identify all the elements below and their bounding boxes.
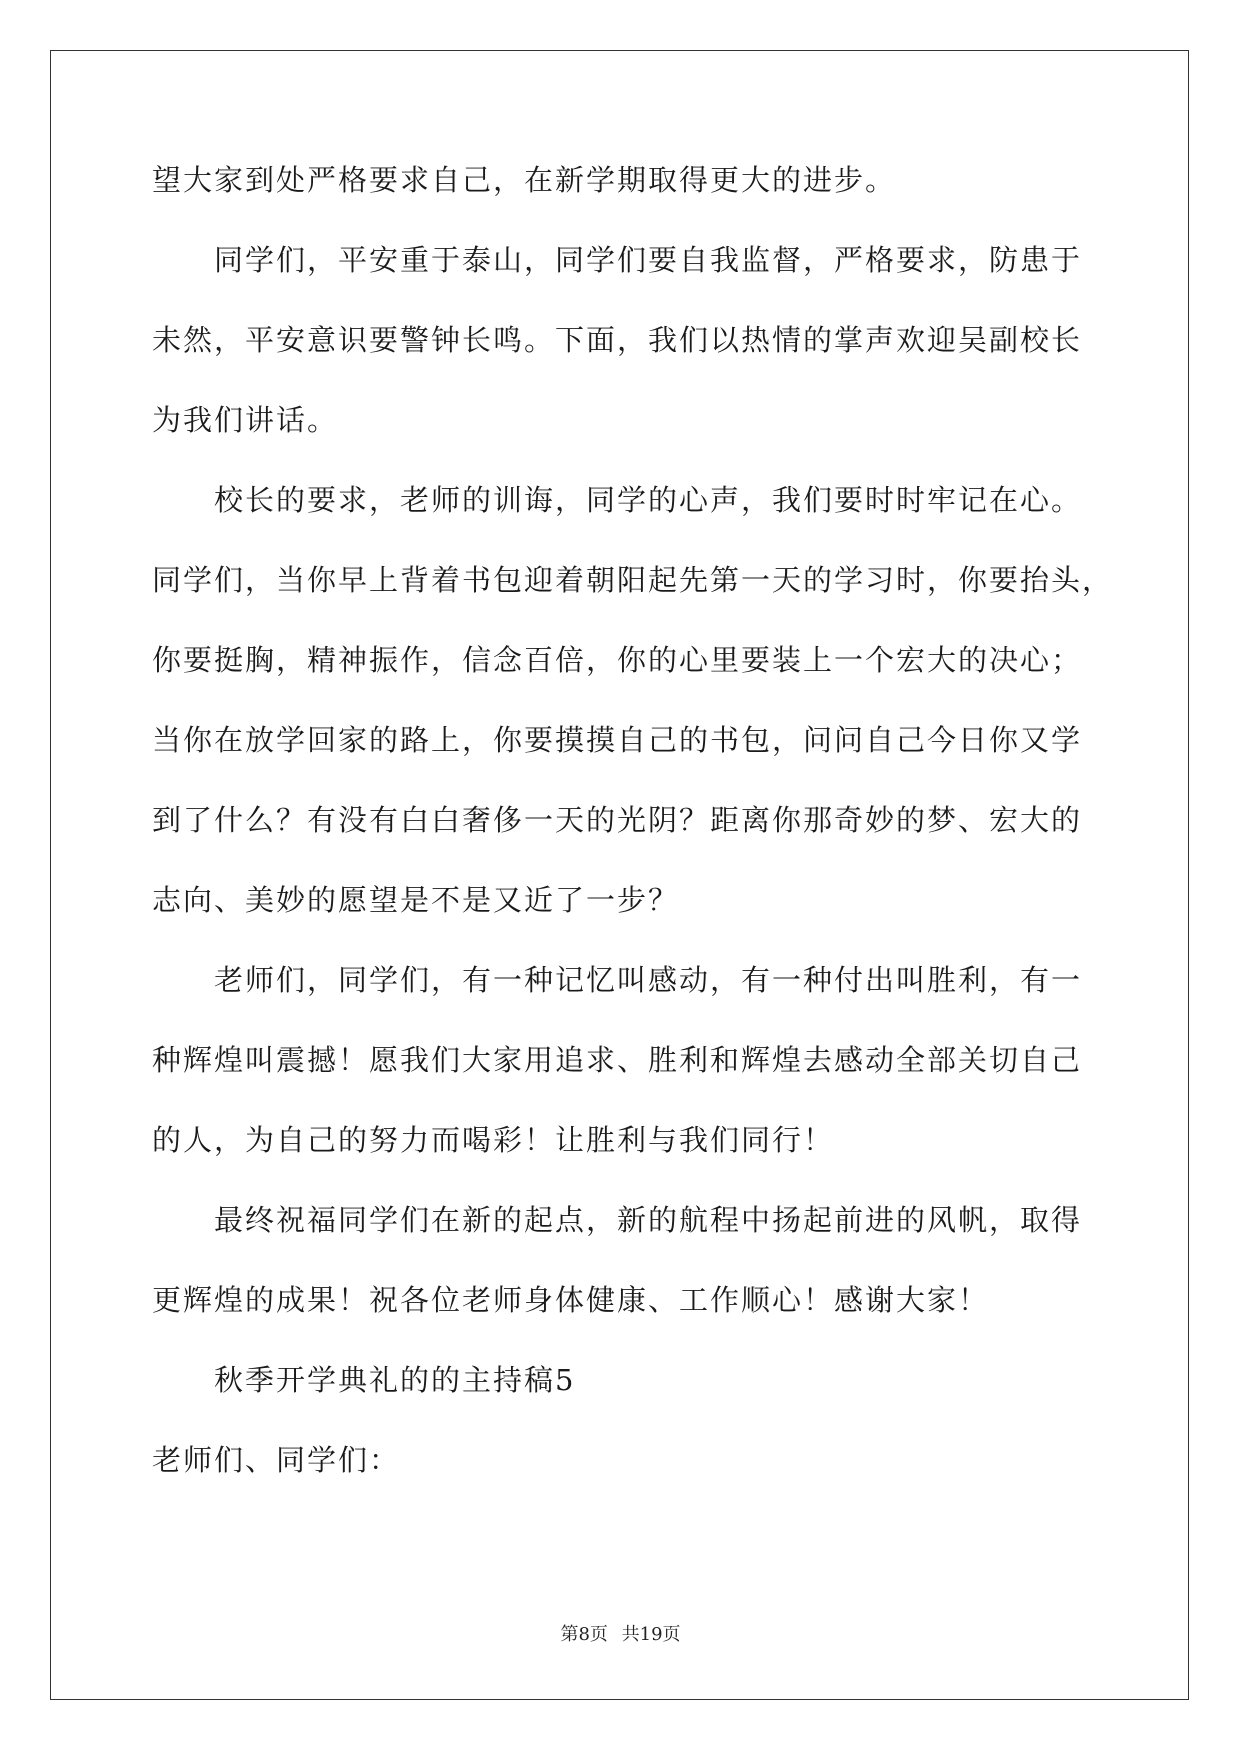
text-line: 当你在放学回家的路上，你要摸摸自己的书包，问问自己今日你又学: [152, 723, 1083, 757]
page-number: 第8页: [560, 1624, 608, 1645]
text-line: 最终祝福同学们在新的起点，新的航程中扬起前进的风帆，取得: [214, 1203, 1083, 1237]
text-line: 老师们、同学们：: [152, 1443, 401, 1477]
page-footer: [0, 1620, 1241, 1646]
text-line: 未然，平安意识要警钟长鸣。下面，我们以热情的掌声欢迎吴副校长: [152, 323, 1083, 357]
page-total: 共19页: [621, 1624, 681, 1645]
text-line: 望大家到处严格要求自己，在新学期取得更大的进步。: [152, 163, 897, 197]
text-line: 为我们讲话。: [152, 403, 339, 437]
text-line: 志向、美妙的愿望是不是又近了一步？: [152, 883, 680, 917]
text-line: 更辉煌的成果！祝各位老师身体健康、工作顺心！感谢大家！: [152, 1283, 990, 1317]
text-line: 到了什么？有没有白白奢侈一天的光阴？距离你那奇妙的梦、宏大的: [152, 803, 1083, 837]
text-line: 同学们，当你早上背着书包迎着朝阳起先第一天的学习时，你要抬头，: [152, 563, 1114, 597]
text-line: 校长的要求，老师的训诲，同学的心声，我们要时时牢记在心。: [214, 483, 1083, 517]
text-line: 同学们，平安重于泰山，同学们要自我监督，严格要求，防患于: [214, 243, 1083, 277]
text-line: 的人，为自己的努力而喝彩！让胜利与我们同行！: [152, 1123, 835, 1157]
text-line: 你要挺胸，精神振作，信念百倍，你的心里要装上一个宏大的决心；: [152, 643, 1083, 677]
text-line: 种辉煌叫震撼！愿我们大家用追求、胜利和辉煌去感动全部关切自己: [152, 1043, 1083, 1077]
section-heading: 秋季开学典礼的的主持稿5: [214, 1363, 576, 1397]
text-line: 老师们，同学们，有一种记忆叫感动，有一种付出叫胜利，有一: [214, 963, 1083, 997]
